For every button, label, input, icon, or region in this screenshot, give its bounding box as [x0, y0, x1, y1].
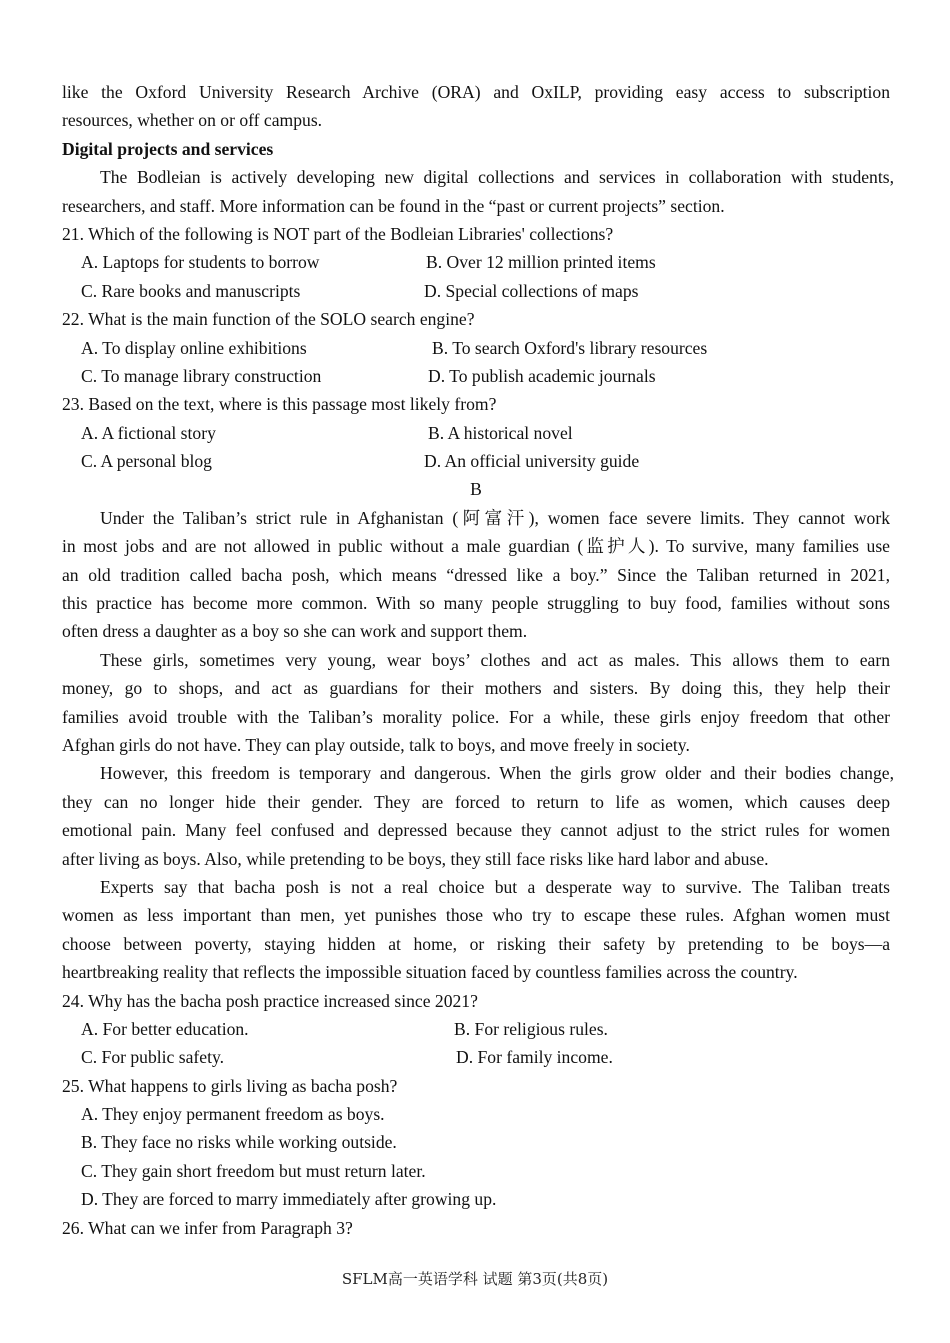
text-line: Under the Taliban’s strict rule in Afghanistan (阿富汗), women face severe limits. They cannot work	[100, 507, 890, 528]
option: A. Laptops for students to borrow	[81, 252, 320, 273]
text-line: often dress a daughter as a boy so she can work and support them.	[62, 621, 528, 642]
text-line: after living as boys. Also, while pretending to be boys, they still face risks like hard labor and abuse.	[62, 848, 769, 869]
option: A. To display online exhibitions	[81, 337, 307, 358]
text-line: choose between poverty, staying hidden at home, or risking their safety by pretending to be boys—a	[62, 933, 890, 954]
option: D. To publish academic journals	[428, 365, 656, 386]
option: D. Special collections of maps	[424, 280, 639, 301]
option: D. For family income.	[456, 1047, 613, 1068]
text-line: researchers, and staff. More information can be found in the “past or current projects” section.	[62, 195, 725, 216]
text-line: Afghan girls do not have. They can play outside, talk to boys, and move freely in society.	[62, 734, 690, 755]
text-line: Experts say that bacha posh is not a real choice but a desperate way to survive. The Taliban treats	[100, 876, 890, 897]
option: B. A historical novel	[428, 422, 573, 443]
question-stem: 26. What can we infer from Paragraph 3?	[62, 1217, 353, 1238]
option: D. An official university guide	[424, 451, 640, 472]
option: C. Rare books and manuscripts	[81, 280, 301, 301]
question-stem: 21. Which of the following is NOT part of the Bodleian Libraries' collections?	[62, 223, 614, 244]
option: B. Over 12 million printed items	[426, 252, 656, 273]
option: B. To search Oxford's library resources	[432, 337, 708, 358]
text-line: heartbreaking reality that reflects the impossible situation faced by countless families across the country.	[62, 962, 798, 983]
question-stem: 23. Based on the text, where is this passage most likely from?	[62, 394, 497, 415]
text-line: in most jobs and are not allowed in public without a male guardian (监护人). To survive, many families use	[62, 536, 890, 557]
option-row	[62, 419, 890, 447]
option-row	[62, 1015, 890, 1043]
option: A. A fictional story	[81, 422, 216, 443]
text-line: an old tradition called bacha posh, which means “dressed like a boy.” Since the Taliban returned in 2021,	[62, 564, 890, 585]
text-line: families avoid trouble with the Taliban’s morality police. For a while, these girls enjoy freedom that other	[62, 706, 890, 727]
option-row	[62, 277, 890, 305]
option: D. They are forced to marry immediately after growing up.	[81, 1189, 497, 1210]
option: C. A personal blog	[81, 451, 212, 472]
option-row	[62, 248, 890, 276]
option: C. They gain short freedom but must return later.	[81, 1160, 426, 1181]
text-line: emotional pain. Many feel confused and depressed because they cannot adjust to the strict rules for women	[62, 820, 890, 841]
option-row	[62, 447, 890, 475]
question-stem: 22. What is the main function of the SOLO search engine?	[62, 309, 475, 330]
option: B. They face no risks while working outside.	[81, 1132, 397, 1153]
paragraph	[62, 759, 894, 873]
option: B. For religious rules.	[454, 1018, 608, 1039]
text-line: resources, whether on or off campus.	[62, 110, 323, 131]
paragraph	[62, 504, 890, 646]
text-line: The Bodleian is actively developing new digital collections and services in collaboration with students,	[100, 167, 894, 188]
question-stem: 25. What happens to girls living as bacha posh?	[62, 1075, 398, 1096]
text-line: women as less important than men, yet punishes those who try to escape these rules. Afghan women must	[62, 905, 890, 926]
option: A. They enjoy permanent freedom as boys.	[81, 1104, 385, 1125]
option-row	[62, 362, 890, 390]
option-row	[62, 334, 890, 362]
text-line: this practice has become more common. With so many people struggling to buy food, families without sons	[62, 593, 890, 614]
page-footer: SFLM高一英语学科 试题 第3页(共8页)	[341, 1270, 609, 1288]
section-label: B	[470, 479, 482, 500]
text-line: These girls, sometimes very young, wear boys’ clothes and act as males. This allows them to earn	[100, 649, 890, 670]
paragraph	[62, 646, 890, 760]
option-row	[62, 1043, 890, 1071]
option: A. For better education.	[81, 1018, 249, 1039]
text-line: they can no longer hide their gender. They are forced to return to life as women, which causes deep	[62, 791, 890, 812]
option: C. To manage library construction	[81, 365, 322, 386]
option: C. For public safety.	[81, 1047, 225, 1068]
text-line: like the Oxford University Research Archive (ORA) and OxILP, providing easy access to subscription	[62, 82, 890, 102]
section-heading: Digital projects and services	[62, 138, 274, 159]
paragraph	[62, 873, 890, 987]
text-line: However, this freedom is temporary and dangerous. When the girls grow older and their bodies change,	[100, 763, 894, 784]
document-page	[62, 78, 894, 1242]
text-line: money, go to shops, and act as guardians for their mothers and sisters. By doing this, they help their	[62, 678, 890, 699]
question-stem: 24. Why has the bacha posh practice increased since 2021?	[62, 990, 478, 1011]
